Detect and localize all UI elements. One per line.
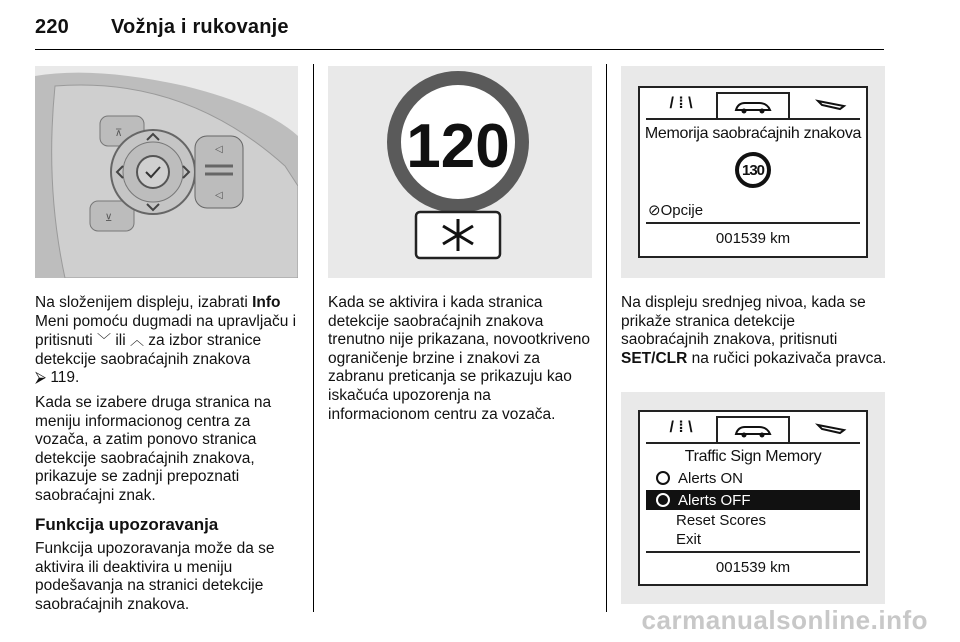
wiper-icon (806, 416, 856, 440)
paragraph-1 (35, 294, 307, 388)
speed-limit-value: 120 (406, 112, 510, 181)
p5-text: Na displeju srednjeg nivoa, kada se prikaže stranica detekcije saobraćajnih znakova, pritisnuti (621, 294, 866, 349)
display-tabs (646, 92, 860, 120)
chevron-up-icon: ︿ (129, 332, 144, 349)
page-reference: 119. (50, 369, 80, 387)
display-screen-1-panel (621, 66, 885, 278)
info-menu-label: Info (252, 294, 281, 311)
column-divider-1 (313, 64, 314, 612)
paragraph-4: Kada se aktivira i kada stranica detekcije saobraćajnih znakova trenutno nije prikazana, novootkriveno ograničenje brzine i znakovi za zabranu preticanja se prikazuju kao iskačuća upozorenja na informacionom centru za vozača. (328, 294, 590, 423)
wiper-icon (806, 92, 856, 116)
radio-icon (656, 471, 670, 485)
speed-sign-illustration (328, 66, 592, 278)
options-label: Opcije (660, 202, 704, 219)
odometer: 001539 km (646, 222, 860, 247)
p1-mid-text: Meni pomoću dugmadi na upravljaču i pritisnuti (35, 312, 297, 350)
column-3-text (621, 294, 887, 374)
check-circle-icon: ⊘ (648, 202, 661, 219)
screen-title-2: Traffic Sign Memory (684, 448, 822, 465)
p1-or-text: ili (111, 332, 130, 350)
reference-arrow-icon: ⮚ (35, 369, 51, 387)
paragraph-5 (621, 294, 887, 368)
options-row (648, 201, 703, 219)
svg-text:⊼: ⊼ (115, 128, 123, 139)
menu-item-alerts-off: Alerts OFF (646, 490, 860, 510)
paragraph-3: Funkcija upozoravanja može da se aktivira ili deaktivira u meniju podešavanja na stranici detekcije saobraćajnih znakova. (35, 540, 275, 613)
menu-item-alerts-on: Alerts ON (646, 468, 860, 488)
chevron-down-icon: ﹀ (97, 332, 112, 349)
svg-text:◁: ◁ (215, 144, 223, 155)
page-number: 220 (35, 16, 69, 38)
page-header (35, 16, 289, 39)
paragraph-2: Kada se izabere druga stranica na meniju informacionog centra za vozača, a zatim ponovo stranica detekcije saobraćajnih znakova, prikazuje se zadnji prepoznati saobraćajni znak. (35, 393, 272, 504)
section-heading: Funkcija upozoravanja (35, 514, 219, 534)
p1-post-text: za izbor stranice detekcije saobraćajnih znakova (35, 332, 262, 368)
column-1-text (35, 294, 307, 621)
steering-wheel-illustration (35, 66, 298, 278)
lane-assist-icon: / ⁞ \ (669, 95, 693, 112)
odometer-2: 001539 km (646, 551, 860, 576)
display-screen-2 (638, 410, 868, 586)
display-screen-1 (638, 86, 868, 258)
p5-post-text: na ručici pokazivača pravca. (687, 349, 887, 367)
set-clr-label: SET/CLR (621, 349, 688, 367)
page-title: Vožnja i rukovanje (111, 16, 289, 38)
svg-text:◁: ◁ (215, 190, 223, 201)
menu-item-exit: Exit (676, 530, 702, 548)
p1-text: Na složenijem displeju, izabrati (35, 294, 253, 311)
display-screen-2-panel (621, 392, 885, 604)
screen-title: Memorija saobraćajnih znakova (644, 125, 862, 142)
lane-assist-icon: / ⁞ \ (669, 419, 693, 436)
car-icon (716, 92, 790, 118)
column-divider-2 (606, 64, 607, 612)
column-2-text (328, 294, 594, 430)
header-rule (35, 49, 884, 50)
svg-text:⊻: ⊻ (105, 213, 113, 224)
car-icon (716, 416, 790, 442)
radio-icon (656, 493, 670, 507)
display-tabs-2 (646, 416, 860, 444)
speed-sign-130: 130 (735, 152, 771, 188)
watermark: carmanualsonline.info (641, 605, 928, 635)
menu-item-reset-scores: Reset Scores (676, 511, 767, 529)
